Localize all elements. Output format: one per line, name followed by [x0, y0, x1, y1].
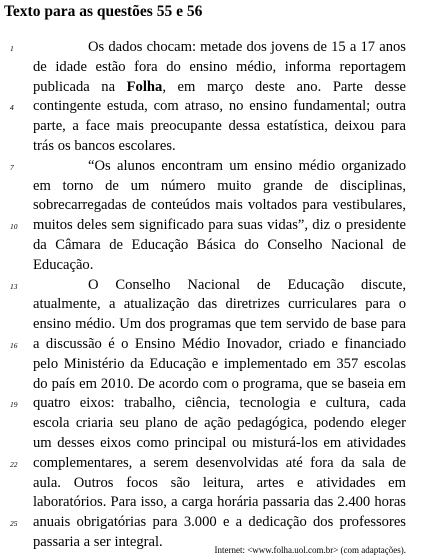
text-line: parte, a face mais preocupante dessa estatística, deixou para — [33, 118, 406, 135]
text-line: a discussão é o Ensino Médio Inovador, criado e financiado — [33, 336, 406, 352]
text-line: O Conselho Nacional de Educação discute, — [88, 276, 406, 293]
text-line: pelo Ministério da Educação e implementado em 357 escolas — [33, 355, 406, 372]
text-line: passaria a ser integral. — [33, 534, 163, 550]
text-line: laboratórios. Para isso, a carga horária passaria das 2.400 horas — [33, 494, 406, 511]
line-number: 10 — [10, 222, 18, 232]
text-line: do país em 2010. De acordo com o programa, que se baseia em — [33, 375, 406, 392]
text-line: ensino médio. Um dos programas que tem servido de base para — [33, 316, 406, 333]
text-line: da Câmara de Educação Básica do Conselho Nacional de — [33, 237, 406, 253]
line-number: 25 — [10, 519, 18, 529]
newspaper-name: Folha — [126, 78, 163, 95]
text-line: anuais obrigatórias para 3.000 e a dedicação dos professores — [33, 514, 406, 531]
text-line: quatro eixos: trabalho, ciência, tecnologia e cultura, cada — [33, 395, 406, 412]
text-line: muitos deles sem significado para suas vidas”, diz o presidente — [33, 217, 406, 234]
text-line: Educação. — [33, 256, 94, 273]
text-line: um desses eixos como principal ou misturá-los em atividades — [33, 435, 406, 451]
text-line: contingente estuda, com atraso, no ensino fundamental; outra — [33, 98, 406, 115]
line-number: 1 — [10, 44, 14, 53]
text-line: complementares, a serem desenvolvidas até fora da sala de — [33, 454, 406, 471]
text-line: sobrecarregadas de conteúdos mais voltados para vestibulares, — [33, 197, 406, 214]
text-line: atualmente, a atualização das diretrizes curriculares para o — [33, 296, 406, 313]
line-number: 19 — [10, 400, 18, 410]
line-number: 16 — [10, 341, 18, 350]
line-number: 13 — [10, 281, 18, 291]
text-line: “Os alunos encontram um ensino médio organizado — [88, 157, 406, 174]
line-number: 22 — [10, 459, 18, 469]
line-number: 4 — [10, 103, 14, 113]
text-line — [33, 78, 406, 97]
text-segment: , em março deste ano. Parte desse — [162, 78, 406, 95]
line-number: 7 — [10, 162, 14, 172]
text-line: trás os bancos escolares. — [33, 138, 176, 154]
text-line: aula. Outros focos são leitura, artes e atividades em — [33, 474, 406, 491]
text-segment: publicada na — [33, 78, 127, 95]
text-line: escola criaria seu plano de ação pedagógica, podendo eleger — [33, 415, 406, 432]
source-citation: Internet: <www.folha.uol.com.br> (com adaptações). — [214, 545, 406, 555]
text-line: de idade estão fora do ensino médio, informa reportagem — [33, 58, 406, 75]
text-line: em torno de um número muito grande de disciplinas, — [33, 177, 406, 194]
section-heading: Texto para as questões 55 e 56 — [4, 3, 203, 20]
text-line: Os dados chocam: metade dos jovens de 15 a 17 anos — [88, 39, 406, 55]
